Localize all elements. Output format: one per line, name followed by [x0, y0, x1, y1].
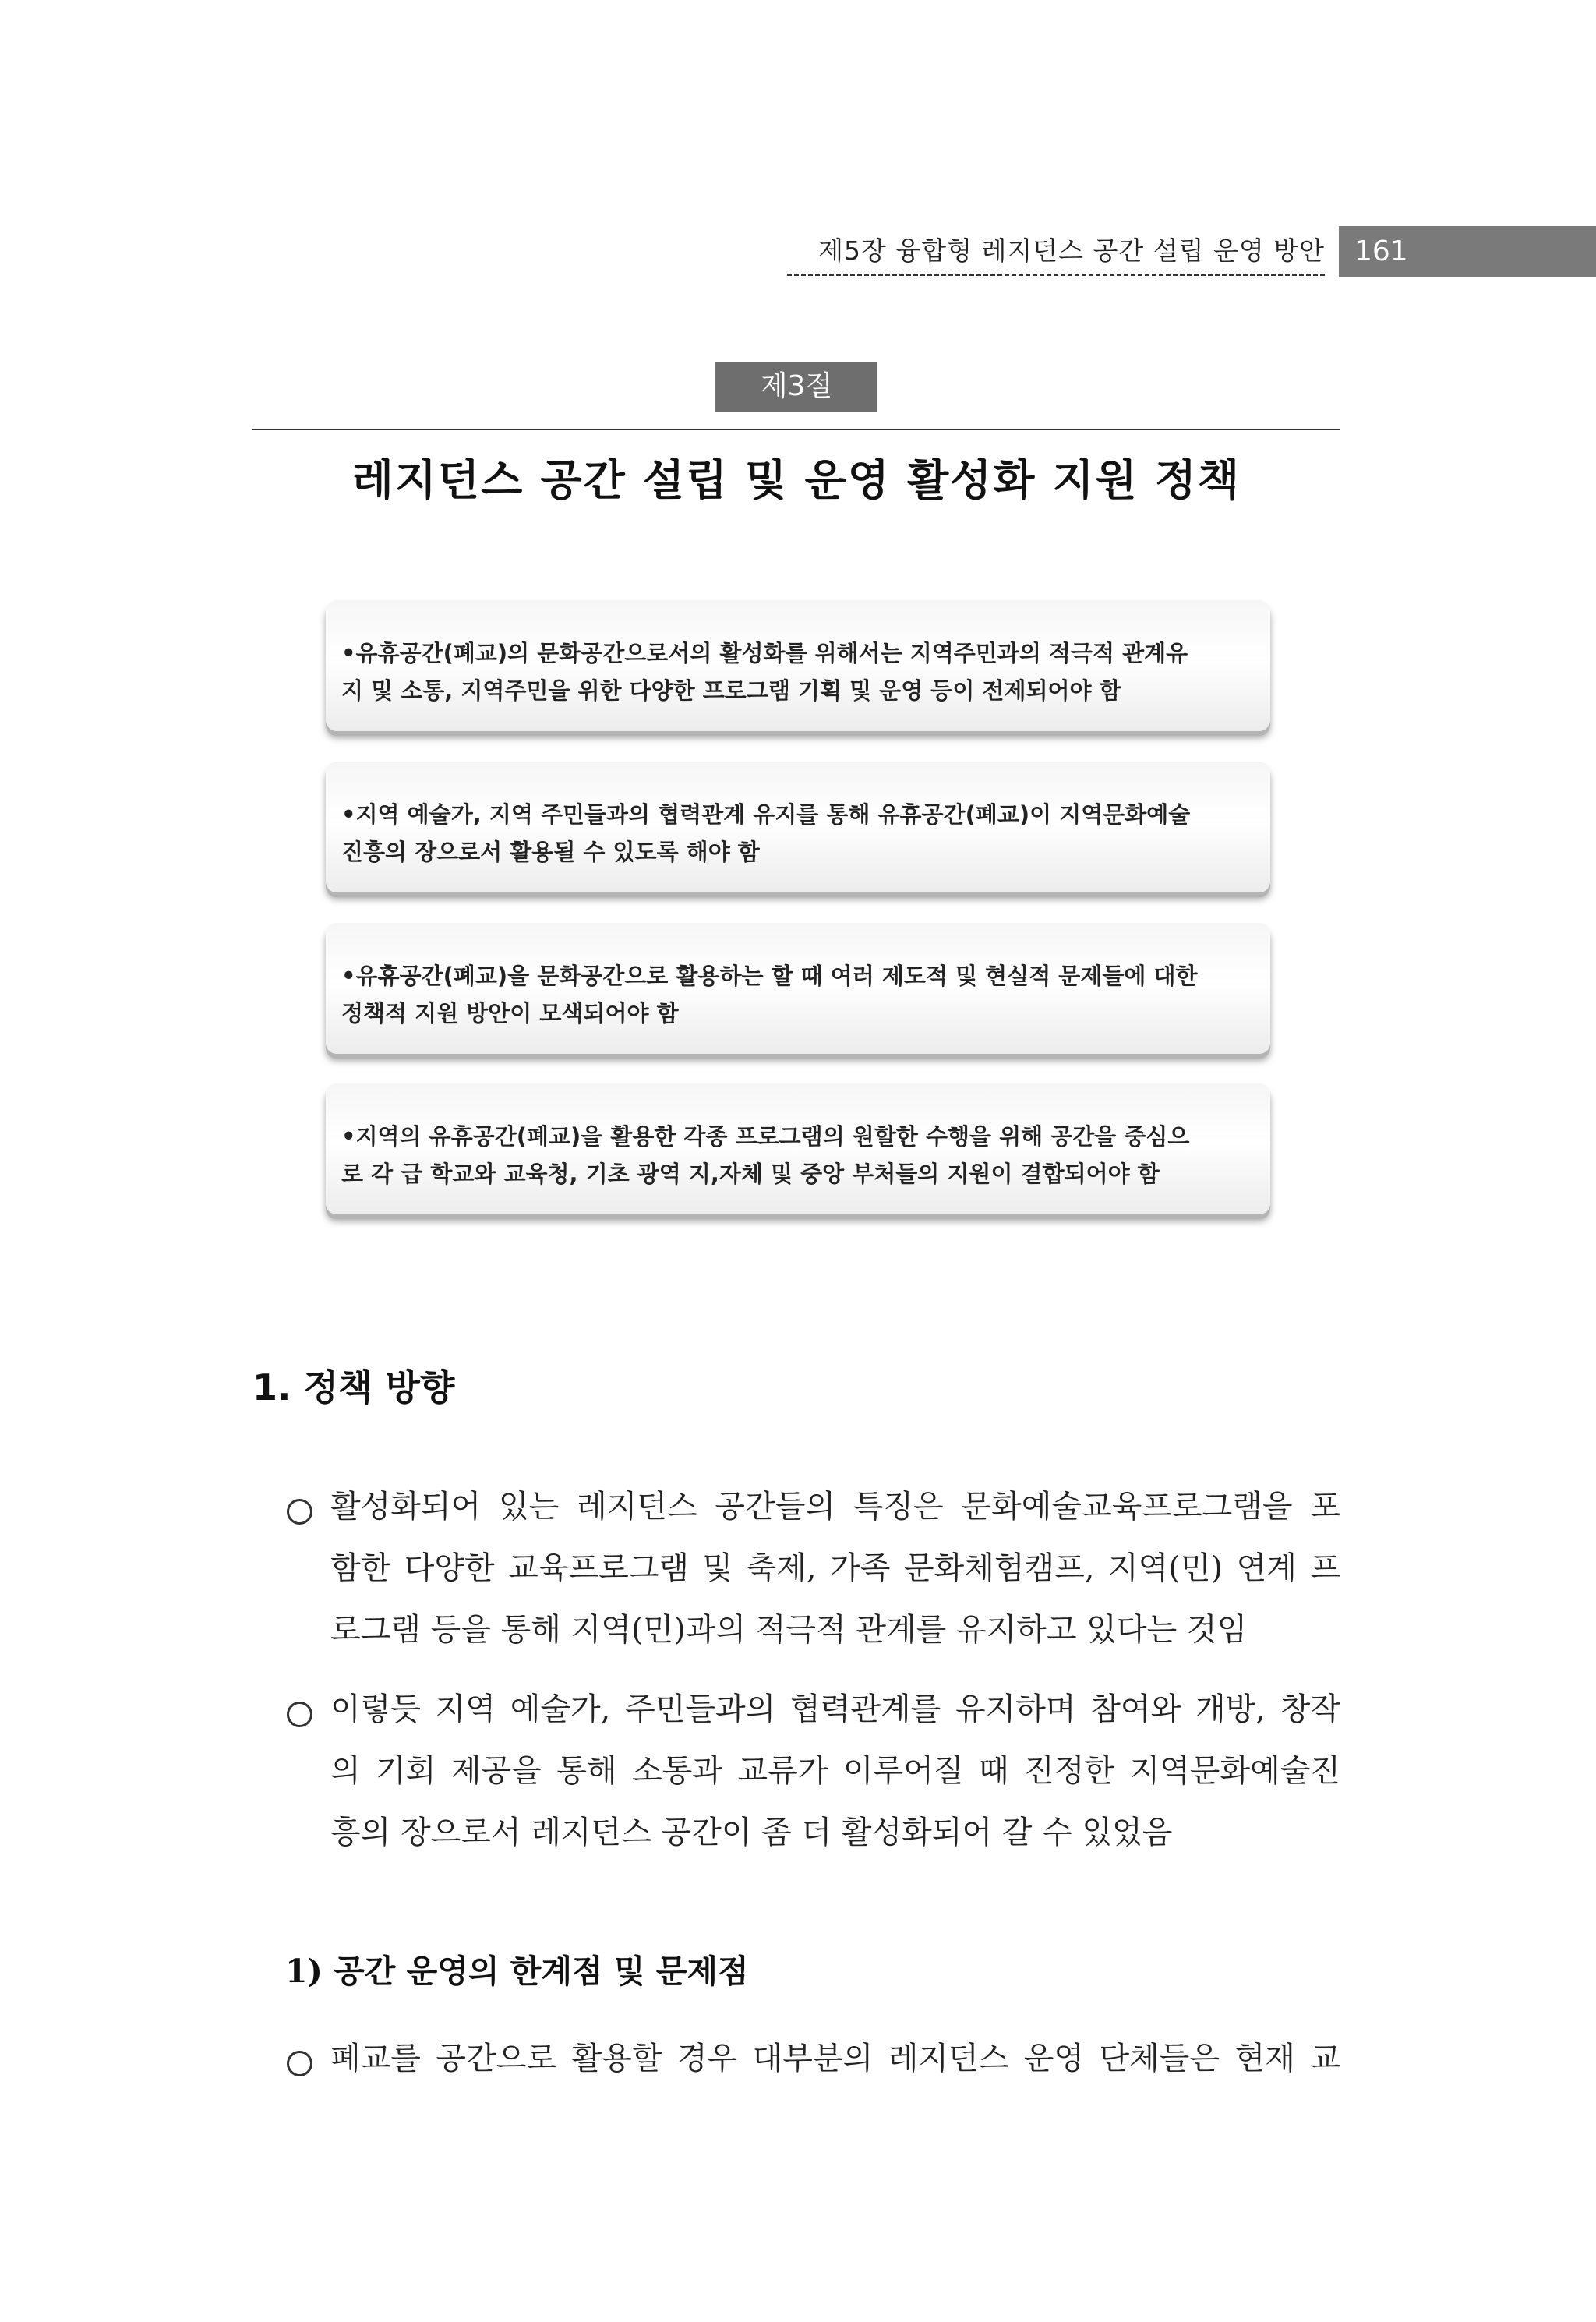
summary-line: 로 각 급 학교와 교육청, 기초 광역 지,자체 및 중앙 부처들의 지원이 결합되어야 함 — [341, 1161, 1160, 1187]
section-divider — [252, 429, 1340, 430]
paragraph-line: 이렇듯 지역 예술가, 주민들과의 협력관계를 유지하며 참여와 개방, 창작 — [330, 1691, 1340, 1727]
page-number-box — [1339, 226, 1596, 277]
paragraph-line: 폐교를 공간으로 활용할 경우 대부분의 레지던스 운영 단체들은 현재 교 — [330, 2041, 1340, 2076]
paragraph-line: 흥의 장으로서 레지던스 공간이 좀 더 활성화되어 갈 수 있었음 — [330, 1815, 1173, 1850]
section-badge: 제3절 — [715, 362, 877, 412]
circle-bullet-icon — [287, 2051, 312, 2076]
paragraph-line: 함한 다양한 교육프로그램 및 축제, 가족 문화체험캠프, 지역(민) 연계 프 — [330, 1550, 1340, 1586]
page-number: 161 — [1354, 235, 1408, 267]
summary-line: •지역의 유휴공간(폐교)을 활용한 각종 프로그램의 원할한 수행을 위해 공간을 중심으 — [341, 1123, 1190, 1150]
summary-line: •지역 예술가, 지역 주민들과의 협력관계 유지를 통해 유휴공간(폐교)이 지역문화예술 — [341, 801, 1191, 828]
heading-policy-direction: 1. 정책 방향 — [252, 1366, 455, 1408]
chapter-header: 제5장 융합형 레지던스 공간 설립 운영 방안 — [787, 231, 1325, 276]
summary-line: •유휴공간(폐교)을 문화공간으로 활용하는 할 때 여러 제도적 및 현실적 문제들에 대한 — [341, 963, 1198, 989]
paragraph-line: 활성화되어 있는 레지던스 공간들의 특징은 문화예술교육프로그램을 포 — [330, 1489, 1340, 1525]
summary-line: 정책적 지원 방안이 모색되어야 함 — [341, 1000, 679, 1027]
summary-line: 지 및 소통, 지역주민을 위한 다양한 프로그램 기획 및 운영 등이 전제되어야 함 — [341, 677, 1121, 704]
summary-box — [326, 1083, 1270, 1214]
summary-box — [326, 600, 1270, 731]
summary-box — [326, 923, 1270, 1054]
summary-line: 진흥의 장으로서 활용될 수 있도록 해야 함 — [341, 839, 760, 865]
heading-limitations: 1) 공간 운영의 한계점 및 문제점 — [285, 1953, 749, 1990]
circle-bullet-icon — [287, 1499, 312, 1525]
summary-box — [326, 762, 1270, 892]
summary-line: •유휴공간(폐교)의 문화공간으로서의 활성화를 위해서는 지역주민과의 적극적 관계유 — [341, 640, 1188, 666]
paragraph-line: 로그램 등을 통해 지역(민)과의 적극적 관계를 유지하고 있다는 것임 — [330, 1612, 1248, 1648]
section-title: 레지던스 공간 설립 및 운영 활성화 지원 정책 — [351, 455, 1241, 505]
paragraph-line: 의 기회 제공을 통해 소통과 교류가 이루어질 때 진정한 지역문화예술진 — [330, 1753, 1340, 1789]
circle-bullet-icon — [287, 1702, 312, 1727]
